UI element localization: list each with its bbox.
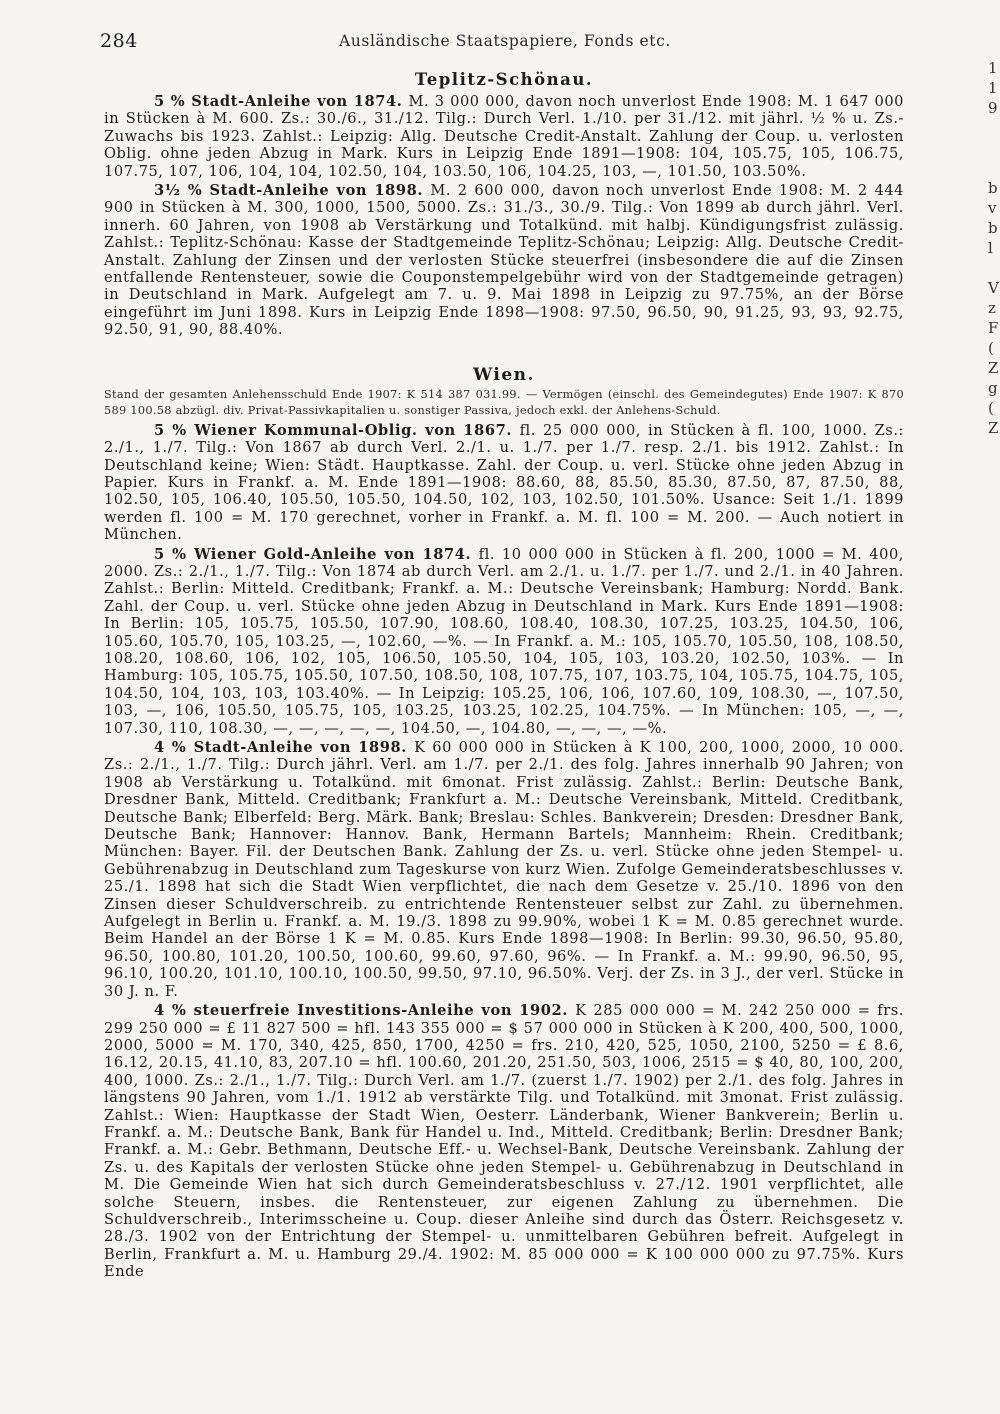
- margin-char: 9: [988, 99, 998, 117]
- bond-entry: [104, 422, 904, 544]
- margin-char: l: [988, 239, 993, 257]
- bond-heading: 5 % Wiener Gold-Anleihe von 1874.: [154, 545, 479, 563]
- bond-entry: [104, 546, 904, 737]
- margin-char: b: [988, 179, 998, 197]
- bond-entry: [104, 1002, 904, 1281]
- margin-char: Z: [988, 359, 999, 377]
- bond-text: fl. 10 000 000 in Stücken à fl. 200, 1000 = M. 400, 2000. Zs.: 2./1., 1./7. Tilg.: Von 1874 ab durch Verl. am 2./1. u. 1./7. per 1./7. und 2./1. in 40 Jahren. Zahlst.: Berlin: Mitteld. Creditbank; Frankf. a. M.: Deutsche Vereinsbank; Hamburg: Nordd. Bank. Zahl. der Coup. u. verl. Stücke ohne jeden Abzug in Deutschland in Mark. Kurs Ende 1891—1908: In Berlin: 105, 105.75, 105.50, 107.90, 108.60, 108.40, 108.30, 107.25, 103.25, 104.50, 106, 105.60, 105.70, 105, 103.25, —, 102.60, —%. — In Frankf. a. M.: 105, 105.70, 105.50, 108, 108.50, 108.20, 108.60, 106, 102, 105, 106.50, 105.50, 104, 105, 103, 103.20, 102.50, 103%. — In Hamburg: 105, 105.75, 105.50, 107.50, 108.50, 108, 107.75, 107, 103.75, 104, 105.75, 104.75, 105, 104.50, 104, 103, 103, 103.40%. — In Leipzig: 105.25, 106, 106, 107.60, 109, 108.30, —, 107.50, 103, —, 106, 105.50, 105.75, 105, 103.25, 103.25, 102.25, 104.75%. — In München: 105, —, —, 107.30, 110, 108.30, —, —, —, —, —, 104.50, —, 104.80, —, —, —, —%.: [104, 545, 904, 737]
- section-title-wien: Wien.: [473, 364, 535, 385]
- bond-text: M. 2 600 000, davon noch unverlost Ende 1908: M. 2 444 900 in Stücken à M. 300, 1000, 1500, 5000. Zs.: 31./3., 30./9. Tilg.: Von 1899 ab durch jährl. Verl. innerh. 60 Jahren, von 1908 ab Verstärkung und Totalkünd. mit halbj. Kündigungsfrist zulässig. Zahlst.: Teplitz-Schönau: Kasse der Stadtgemeinde Teplitz-Schönau; Leipzig: Allg. Deutsche Credit-Anstalt. Zahlung der Zinsen und der verlosten Stücke steuerfrei (insbesondere die auf die Zinsen entfallende Rentensteuer, sowie die Couponstempelgebühr wird von der Stadtgemeinde getragen) in Deutschland in Mark. Aufgelegt am 7. u. 9. Mai 1898 in Leipzig zu 97.75%, an der Börse eingeführt im Juni 1898. Kurs in Leipzig Ende 1898—1908: 97.50, 96.50, 90, 91.25, 93, 93, 92.75, 92.50, 91, 90, 88.40%.: [104, 182, 904, 339]
- margin-char: (: [988, 339, 994, 357]
- margin-char: V: [988, 279, 999, 297]
- margin-char: [988, 138, 1000, 158]
- page-number: 284: [100, 30, 138, 52]
- margin-char: [988, 158, 1000, 178]
- bond-heading: 5 % Wiener Kommunal-Oblig. von 1867.: [154, 421, 520, 439]
- bond-heading: 4 % steuerfreie Investitions-Anleihe von 1902.: [154, 1002, 576, 1020]
- adjacent-page-margin: [988, 58, 1000, 438]
- page-content: [104, 70, 904, 1283]
- section-title-teplitz: Teplitz-Schönau.: [414, 70, 594, 89]
- margin-char: v: [988, 199, 997, 217]
- margin-char: 1: [988, 79, 998, 97]
- margin-char: z: [988, 299, 996, 317]
- bond-text: fl. 25 000 000, in Stücken à fl. 100, 1000. Zs.: 2./1., 1./7. Tilg.: Von 1867 ab durch Verl. 2./1. u. 1./7. per 1./7. resp. 2./1. bis 1912. Zahlst.: In Deutschland keine; Wien: Städt. Hauptkasse. Zahl. der Coup. u. verl. Stücke ohne jeden Abzug in Papier. Kurs in Frankf. a. M. Ende 1891—1908: 88.60, 88, 85.50, 85.30, 87.50, 87, 87.50, 88, 102.50, 105, 106.40, 105.50, 105.50, 104.50, 102, 103, 102.50, 101.50%. Usance: Seit 1./1. 1899 werden fl. 100 = M. 170 gerechnet, vorher in Frankf. a. M. fl. 100 = M. 200. — Auch notiert in München.: [104, 421, 904, 544]
- margin-char: Z: [988, 419, 999, 437]
- bond-heading: 5 % Stadt-Anleihe von 1874.: [154, 93, 409, 110]
- bond-text: K 60 000 000 in Stücken à K 100, 200, 1000, 2000, 10 000. Zs.: 2./1., 1./7. Tilg.: Durch jährl. Verl. am 1./7. per 2./1. des folg. Jahres innerhalb 90 Jahren; von 1908 ab Verstärkung u. Totalkünd. mit 6monat. Frist zulässig. Zahlst.: Berlin: Deutsche Bank, Dresdner Bank, Mitteld. Creditbank; Frankfurt a. M.: Deutsche Vereinsbank, Mitteld. Creditbank, Deutsche Bank; Elberfeld: Berg. Märk. Bank; Breslau: Schles. Bankverein; Dresden: Dresdner Bank, Deutsche Bank; Hannover: Hannov. Bank, Hermann Bartels; Mannheim: Rhein. Creditbank; München: Bayer. Fil. der Deutschen Bank. Zahlung der Zs. u. verl. Stücke ohne jeden Stempel- u. Gebührenabzug in Deutschland zum Tageskurse von kurz Wien. Zufolge Gemeinderatsbeschlusses v. 25./1. 1898 hat sich die Stadt Wien verpflichtet, die nach dem Gesetze v. 25./10. 1896 von den Zinsen dieser Schuldverschreib. zu entrichtende Rentensteuer selbst zur Zahl. zu übernehmen. Aufgelegt in Berlin u. Frankf. a. M. 19./3. 1898 zu 99.90%, wobei 1 K = M. 0.85 gerechnet wurde. Beim Handel an der Börse 1 K = M. 0.85. Kurs Ende 1898—1908: In Berlin: 99.30, 96.50, 95.80, 96.50, 100.80, 101.20, 100.50, 100.60, 99.60, 97.60, 96%. — In Frankf. a. M.: 99.90, 96.50, 95, 96.10, 100.20, 101.10, 100.10, 100.50, 99.50, 97.10, 96.50%. Verj. der Zs. in 3 J., der verl. Stücke in 30 J. n. F.: [104, 739, 904, 1000]
- page-header: [100, 30, 910, 54]
- margin-char: [988, 258, 1000, 278]
- margin-char: 1: [988, 59, 998, 77]
- bond-entry: [104, 93, 904, 180]
- bond-entry: [104, 739, 904, 1000]
- debt-summary: Stand der gesamten Anlehensschuld Ende 1907: K 514 387 031.99. — Vermögen (einschl. des Gemeindegutes) Ende 1907: K 870 589 100.58 abzügl. div. Privat-Passivkapitalien u. sonstiger Passiva, jedoch exkl. der Anlehens-Schuld.: [104, 387, 904, 418]
- bond-entry: [104, 182, 904, 339]
- margin-char: g: [988, 379, 998, 397]
- margin-char: F: [988, 319, 999, 337]
- bond-heading: 3½ % Stadt-Anleihe von 1898.: [154, 182, 431, 200]
- bond-heading: 4 % Stadt-Anleihe von 1898.: [154, 739, 415, 756]
- running-title: Ausländische Staatspapiere, Fonds etc.: [339, 32, 671, 50]
- margin-char: (: [988, 399, 994, 417]
- margin-char: [988, 118, 1000, 138]
- bond-text: K 285 000 000 = M. 242 250 000 = frs. 299 250 000 = £ 11 827 500 = hfl. 143 355 000 = $ 57 000 000 in Stücken à K 200, 400, 500, 1000, 2000, 5000 = M. 170, 340, 425, 850, 1700, 4250 = frs. 210, 420, 525, 1050, 2100, 5250 = £ 8.6, 16.12, 20.15, 41.10, 83, 207.10 = hfl. 100.60, 201.20, 251.50, 503, 1006, 2515 = $ 40, 80, 100, 200, 400, 1000. Zs.: 2./1., 1./7. Tilg.: Durch Verl. am 1./7. (zuerst 1./7. 1902) per 2./1. des folg. Jahres in längstens 90 Jahren, vom 1./1. 1912 ab verstärkte Tilg. und Totalkünd. mit 3monat. Frist zulässig. Zahlst.: Wien: Hauptkasse der Stadt Wien, Oesterr. Länderbank, Wiener Bankverein; Berlin u. Frankf. a. M.: Deutsche Bank, Bank für Handel u. Ind., Mitteld. Creditbank; Berlin: Dresdner Bank; Frankf. a. M.: Gebr. Bethmann, Deutsche Eff.- u. Wechsel-Bank, Deutsche Vereinsbank. Zahlung der Zs. u. des Kapitals der verlosten Stücke ohne jeden Stempel- u. Gebührenabzug in Deutschland in M. Die Gemeinde Wien hat sich durch Gemeinderatsbeschluss v. 27./12. 1901 verpflichtet, alle solche Steuern, insbes. die Rentensteuer, zur eigenen Zahlung zu übernehmen. Die Schuldverschreib., Interimsscheine u. Coup. dieser Anleihe sind durch das Österr. Reichsgesetz v. 28./3. 1902 von der Entrichtung der Stempel- u. unmittelbaren Gebühren befreit. Aufgelegt in Berlin, Frankfurt a. M. u. Hamburg 29./4. 1902: M. 85 000 000 = K 100 000 000 zu 97.75%. Kurs Ende: [104, 1002, 904, 1281]
- margin-char: b: [988, 219, 998, 237]
- bond-text: M. 3 000 000, davon noch unverlost Ende 1908: M. 1 647 000 in Stücken à M. 600. Zs.: 30./6., 31./12. Tilg.: Durch Verl. 1./10. per 31./12. mit jährl. ½ % u. Zs.-Zuwachs bis 1923. Zahlst.: Leipzig: Allg. Deutsche Credit-Anstalt. Zahlung der Coup. u. verlosten Oblig. ohne jeden Abzug in Mark. Kurs in Leipzig Ende 1891—1908: 104, 105.75, 105, 106.75, 107.75, 107, 106, 104, 104, 102.50, 104, 103.50, 106, 104.25, 103, —, 101.50, 103.50%.: [104, 93, 905, 180]
